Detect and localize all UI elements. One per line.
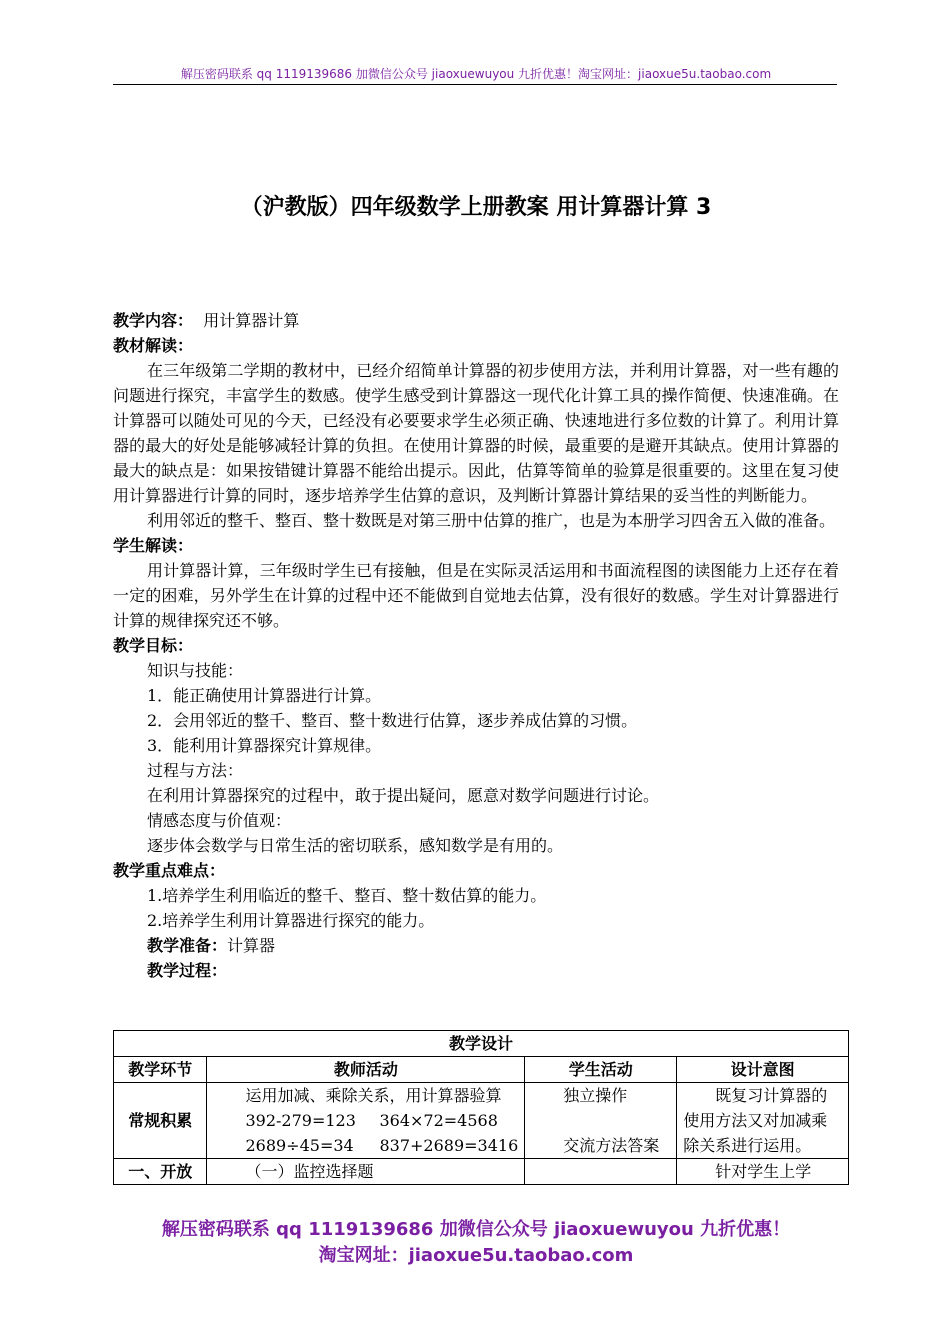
- table-row: [114, 1159, 849, 1185]
- student-heading: 学生解读：: [113, 536, 194, 555]
- row1-teacher: [207, 1083, 525, 1159]
- key-points-heading: 教学重点难点：: [113, 861, 226, 880]
- header-student: 学生活动: [525, 1057, 677, 1083]
- calc-1b: 364×72=4568: [379, 1111, 498, 1130]
- calc-2b: 837+2689=3416: [379, 1136, 519, 1155]
- calc-1a: 392-279=123: [245, 1111, 356, 1130]
- header-divider: [113, 84, 837, 85]
- row1-teacher-text: 运用加减、乘除关系，用计算器验算: [245, 1086, 502, 1105]
- goals-knowledge-label: 知识与技能：: [147, 661, 244, 680]
- goal-item-1: 1．能正确使用计算器进行计算。: [147, 686, 382, 705]
- header-watermark: 解压密码联系 qq 1119139686 加微信公众号 jiaoxuewuyou 九折优惠！淘宝网址：jiaoxue5u.taobao.com: [180, 67, 772, 81]
- table-caption-row: [114, 1031, 849, 1057]
- lesson-design-table: [113, 1030, 849, 1185]
- goal-item-3: 3．能利用计算器探究计算规律。: [147, 736, 382, 755]
- material-heading: 教材解读：: [113, 336, 194, 355]
- teaching-content-value: 用计算器计算: [193, 311, 300, 330]
- row1-calc-line-2: [213, 1133, 518, 1158]
- row2-intent: 针对学生上学: [677, 1159, 849, 1185]
- row1-intent: 既复习计算器的使用方法又对加减乘除关系进行运用。: [677, 1083, 849, 1159]
- row1-stage: 常规积累: [114, 1083, 207, 1159]
- process-heading: 教学过程：: [147, 961, 228, 980]
- document-body: [113, 308, 839, 983]
- row1-student-1: 独立操作: [563, 1086, 628, 1105]
- material-paragraph-1: 在三年级第二学期的教材中，已经介绍简单计算器的初步使用方法，并利用计算器，对一些有趣的问题进行探究，丰富学生的数感。使学生感受到计算器这一现代化计算工具的操作简便、快速准确。在计算器可以随处可见的今天，已经没有必要要求学生必须正确、快速地进行多位数的计算了。利用计算器的最大的好处是能够减轻计算的负担。在使用计算器的时候，最重要的是避开其缺点。使用计算器的最大的缺点是：如果按错键计算器不能给出提示。因此，估算等简单的验算是很重要的。这里在复习使用计算器进行计算的同时，逐步培养学生估算的意识，及判断计算器计算结果的妥当性的判断能力。: [113, 361, 839, 505]
- calc-2a: 2689÷45=34: [245, 1136, 354, 1155]
- row1-student-2: 交流方法答案: [563, 1136, 660, 1155]
- table-row: [114, 1083, 849, 1159]
- footer-line-2: 淘宝网址：jiaoxue5u.taobao.com: [318, 1245, 634, 1266]
- prep-line: [113, 933, 839, 958]
- goals-heading: 教学目标：: [113, 636, 194, 655]
- key-point-2: 2.培养学生利用计算器进行探究的能力。: [147, 911, 435, 930]
- goals-emotion-label: 情感态度与价值观：: [147, 811, 292, 830]
- goals-emotion-text: 逐步体会数学与日常生活的密切联系，感知数学是有用的。: [147, 836, 564, 855]
- header-stage: 教学环节: [114, 1057, 207, 1083]
- student-paragraph: 用计算器计算，三年级时学生已有接触，但是在实际灵活运用和书面流程图的读图能力上还存在着一定的困难，另外学生在计算的过程中还不能做到自觉地去估算，没有很好的数感。学生对计算器进行计算的规律探究还不够。: [113, 561, 839, 630]
- header-intent: 设计意图: [677, 1057, 849, 1083]
- teaching-content-line: [113, 308, 839, 333]
- row2-teacher: （一）监控选择题: [207, 1159, 525, 1185]
- table-caption: 教学设计: [114, 1031, 849, 1057]
- material-paragraph-2: 利用邻近的整千、整百、整十数既是对第三册中估算的推广，也是为本册学习四舍五入做的准备。: [147, 511, 836, 530]
- goals-process-label: 过程与方法：: [147, 761, 244, 780]
- row2-stage: 一、开放: [114, 1159, 207, 1185]
- row1-student: [525, 1083, 677, 1159]
- page-title: （沪教版）四年级数学上册教案 用计算器计算 3: [240, 195, 712, 220]
- prep-value: 计算器: [227, 936, 276, 955]
- row2-student: [525, 1159, 677, 1185]
- footer-line-1: 解压密码联系 qq 1119139686 加微信公众号 jiaoxuewuyou 九折优惠！: [161, 1219, 791, 1240]
- row1-calc-line-1: [213, 1108, 518, 1133]
- goals-process-text: 在利用计算器探究的过程中，敢于提出疑问，愿意对数学问题进行讨论。: [147, 786, 660, 805]
- goal-item-2: 2．会用邻近的整千、整百、整十数进行估算，逐步养成估算的习惯。: [147, 711, 638, 730]
- prep-label: 教学准备：: [147, 936, 228, 955]
- teaching-content-label: 教学内容：: [113, 311, 194, 330]
- table-header-row: [114, 1057, 849, 1083]
- header-teacher: 教师活动: [207, 1057, 525, 1083]
- key-point-1: 1.培养学生利用临近的整千、整百、整十数估算的能力。: [147, 886, 547, 905]
- footer-watermark: [113, 1217, 839, 1269]
